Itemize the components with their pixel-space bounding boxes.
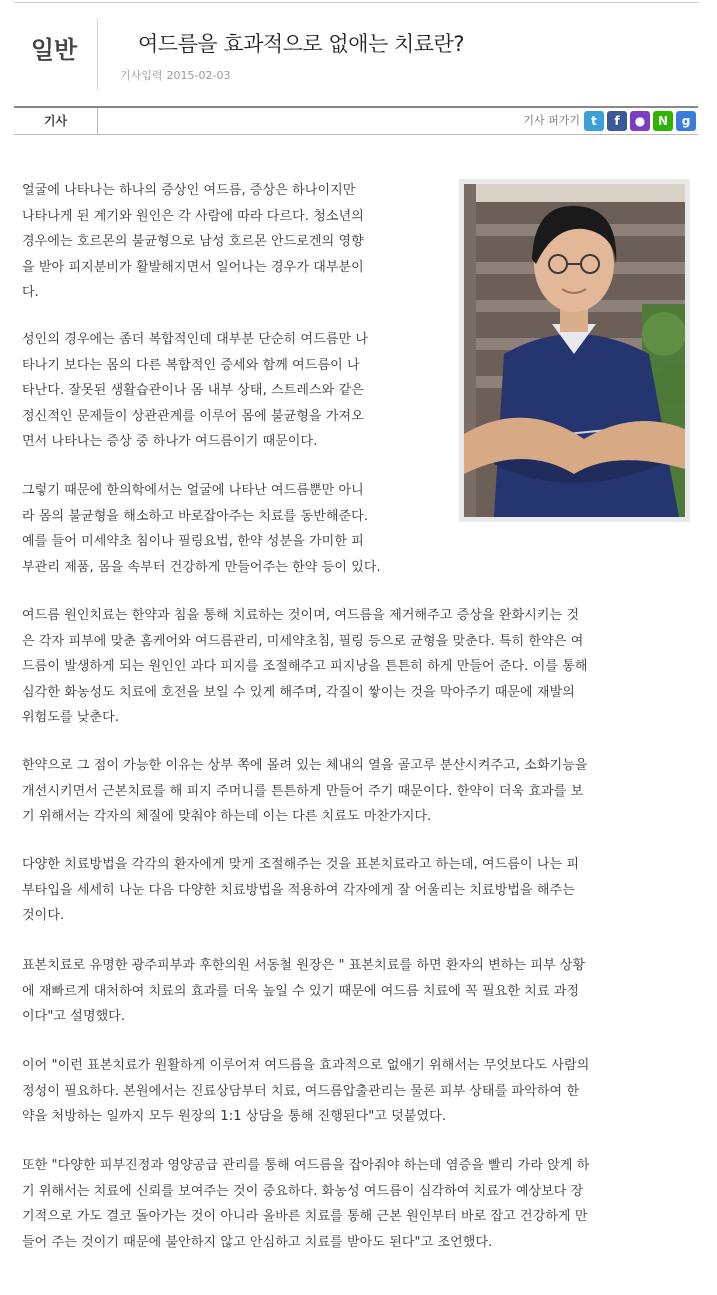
paragraph-line: 표본치료로 유명한 광주피부과 후한의원 서동철 원장은 " 표본치료를 하면 환자의 변하는 피부 상황 [22, 958, 586, 973]
paragraph-line: 기적으로 가도 결코 돌아가는 것이 아니라 올바른 치료를 통해 근본 원인부터 바로 잡고 건강하게 만 [22, 1209, 588, 1224]
paragraph-line: 예를 들어 미세약초 침이나 필링요법, 한약 성분을 가미한 피 [22, 534, 364, 549]
tab-article[interactable]: 기사 [14, 108, 98, 134]
paragraph-line: 을 받아 피지분비가 활발해지면서 일어나는 경우가 대부분이 [22, 259, 364, 275]
article-paragraph-7 [22, 953, 585, 1030]
article-paragraph-3 [22, 478, 381, 580]
paragraph-line: 기 위해서는 치료에 신뢰를 보여주는 것이 중요하다. 화농성 여드름이 심각하여 치료가 예상보다 장 [22, 1183, 584, 1199]
paragraph-line: 드름이 발생하게 되는 원인인 과다 피지를 조절해주고 피지낭을 튼튼히 하게 만들어 준다. 이를 통해 [22, 659, 588, 674]
share-icons [584, 111, 696, 131]
doctor-photo [459, 179, 690, 522]
paragraph-line: 성인의 경우에는 좀더 복합적인데 대부분 단순히 여드름만 나 [22, 332, 369, 347]
date-label: 기사입력 [120, 69, 163, 82]
paragraph-line: 부타입을 세세히 나눈 다음 다양한 치료방법을 적용하여 각자에게 잘 어울리는 치료방법을 해주는 [22, 882, 575, 898]
share-label: 기사 퍼가기 [523, 114, 580, 127]
article-paragraph-6 [22, 852, 579, 929]
paragraph-line: 얼굴에 나타나는 하나의 증상인 여드름, 증상은 하나이지만 [22, 183, 356, 198]
article-paragraph-2 [22, 327, 368, 455]
google-icon[interactable]: g [676, 111, 696, 131]
paragraph-line: 다양한 치료방법을 각각의 환자에게 맞게 조절해주는 것을 표본치료라고 하는데, 여드름이 나는 피 [22, 857, 580, 872]
paragraph-line: 여드름 원인치료는 한약과 침을 통해 치료하는 것이며, 여드름을 제거해주고 증상을 완화시키는 것 [22, 608, 580, 623]
paragraph-line: 약을 처방하는 일까지 모두 원장의 1:1 상담을 통해 진행된다"고 덧붙였다. [22, 1109, 447, 1124]
paragraph-line: 위험도를 낮춘다. [22, 710, 120, 725]
paragraph-line: 부관리 제품, 몸을 속부터 건강하게 만들어주는 한약 등이 있다. [22, 559, 381, 575]
paragraph-line: 은 각자 피부에 맞춘 홈케어와 여드름관리, 미세약초침, 필링 등으로 균형을 맞춘다. 특히 한약은 여 [22, 633, 584, 649]
article-paragraph-4 [22, 603, 588, 731]
paragraph-line: 또한 "다양한 피부진정과 영양공급 관리를 통해 여드름을 잡아줘야 하는데 염증을 빨리 가라 앉게 하 [22, 1158, 590, 1173]
paragraph-line: 에 재빠르게 대처하여 치료의 효과를 더욱 높일 수 있기 때문에 여드름 치료에 꼭 필요한 치료 과정 [22, 983, 580, 999]
kakaostory-icon[interactable]: ● [630, 111, 650, 131]
facebook-icon[interactable]: f [607, 111, 627, 131]
naver-icon[interactable]: N [653, 111, 673, 131]
paragraph-line: 타난다. 잘못된 생활습관이나 몸 내부 상태, 스트레스와 같은 [22, 383, 364, 398]
article-headline: 여드름을 효과적으로 없애는 치료란? [138, 32, 464, 56]
paragraph-line: 것이다. [22, 908, 65, 923]
category-divider [97, 18, 98, 90]
article-paragraph-5 [22, 753, 588, 830]
paragraph-line: 다. [22, 285, 39, 300]
article-paragraph-8 [22, 1053, 589, 1130]
twitter-icon[interactable]: t [584, 111, 604, 131]
paragraph-line: 이다"고 설명했다. [22, 1009, 126, 1024]
paragraph-line: 한약으로 그 점이 가능한 이유는 상부 쪽에 몰려 있는 체내의 열을 골고루 분산시켜주고, 소화기능을 [22, 758, 588, 773]
article-tabbar [14, 106, 698, 135]
paragraph-line: 들어 주는 것이기 때문에 불안하지 않고 안심하고 치료를 받아도 된다"고 조언했다. [22, 1234, 493, 1250]
paragraph-line: 그렇기 때문에 한의학에서는 얼굴에 나타난 여드름뿐만 아니 [22, 483, 364, 498]
paragraph-line: 개선시키면서 근본치료를 해 피지 주머니를 튼튼하게 만들어 주기 때문이다. 한약이 더욱 효과를 보 [22, 783, 584, 799]
paragraph-line: 정신적인 문제들이 상관관계를 이루어 몸에 불균형을 가져오 [22, 408, 364, 424]
article-paragraph-9 [22, 1153, 589, 1255]
paragraph-line: 이어 "이런 표본치료가 원활하게 이루어져 여드름을 효과적으로 없애기 위해서는 무엇보다도 사람의 [22, 1058, 590, 1073]
article-date-line [120, 67, 230, 83]
paragraph-line: 나타나게 된 계기와 원인은 각 사람에 따라 다르다. 청소년의 [22, 208, 364, 224]
paragraph-line: 라 몸의 불균형을 해소하고 바로잡아주는 치료를 동반해준다. [22, 508, 369, 524]
top-rule [14, 2, 699, 3]
article-paragraph-1 [22, 178, 364, 306]
paragraph-line: 면서 나타나는 증상 중 하나가 여드름이기 때문이다. [22, 434, 318, 449]
paragraph-line: 경우에는 호르몬의 불균형으로 남성 호르몬 안드로겐의 영향 [22, 234, 364, 249]
doctor-photo-illustration [464, 184, 685, 517]
section-category: 일반 [30, 35, 78, 64]
paragraph-line: 기 위해서는 각자의 체질에 맞춰야 하는데 이는 다른 치료도 마찬가지다. [22, 809, 432, 824]
paragraph-line: 타나기 보다는 몸의 다른 복합적인 증세와 함께 여드름이 나 [22, 357, 360, 373]
paragraph-line: 정성이 필요하다. 본원에서는 진료상담부터 치료, 여드름압출관리는 물론 피부 상태를 파악하여 한 [22, 1083, 580, 1099]
paragraph-line: 심각한 화농성도 치료에 호전을 보일 수 있게 해주며, 각질이 쌓이는 것을 막아주기 때문에 재발의 [22, 684, 575, 700]
date-value: 2015-02-03 [166, 69, 231, 82]
